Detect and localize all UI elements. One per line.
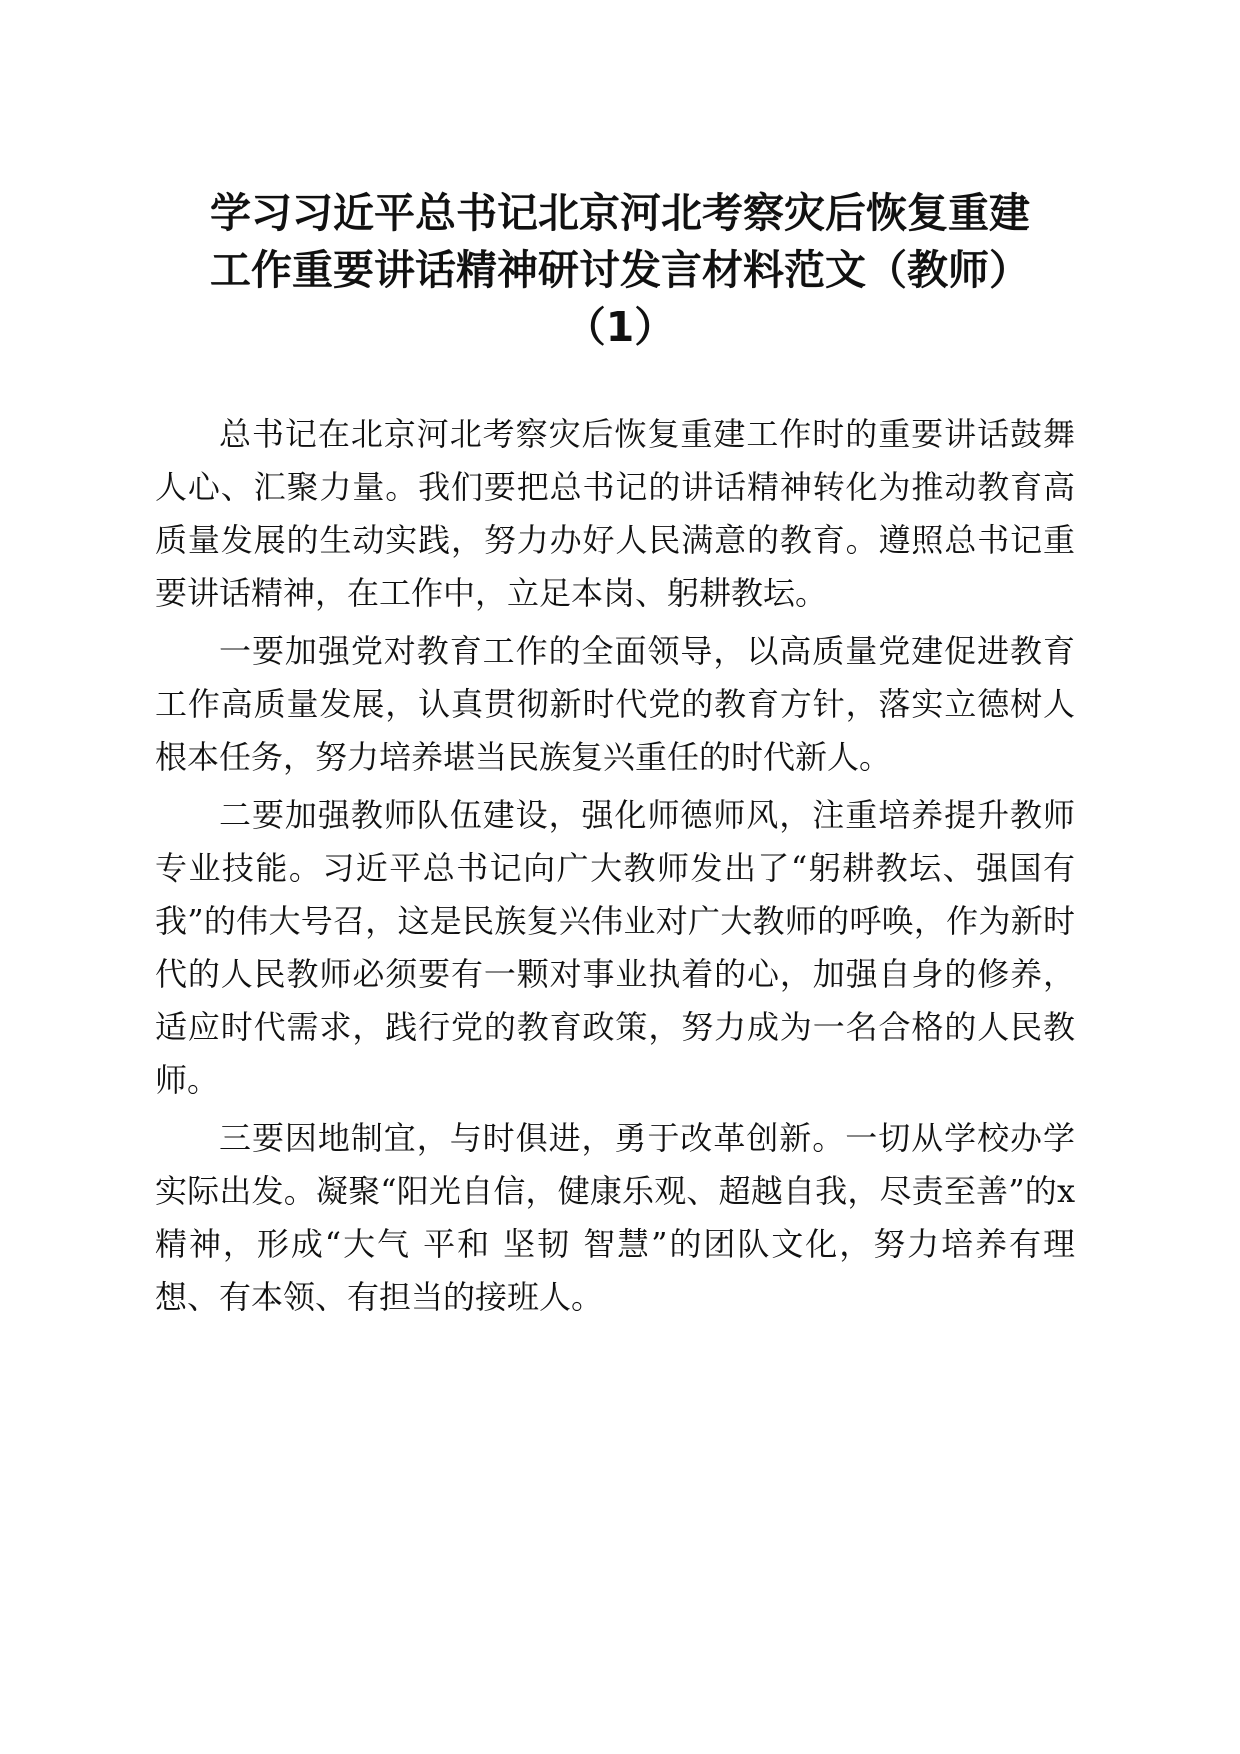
- paragraph-intro: 总书记在北京河北考察灾后恢复重建工作时的重要讲话鼓舞人心、汇聚力量。我们要把总书记的讲话精神转化为推动教育高质量发展的生动实践，努力办好人民满意的教育。遵照总书记重要讲话精神，在工作中，立足本岗、躬耕教坛。: [155, 415, 1075, 612]
- paragraph-point-1: 一要加强党对教育工作的全面领导，以高质量党建促进教育工作高质量发展，认真贯彻新时代党的教育方针，落实立德树人根本任务，努力培养堪当民族复兴重任的时代新人。: [155, 632, 1075, 776]
- title-line-3: （1）: [564, 303, 676, 351]
- paragraph-point-2: 二要加强教师队伍建设，强化师德师风，注重培养提升教师专业技能。习近平总书记向广大教师发出了“躬耕教坛、强国有我”的伟大号召，这是民族复兴伟业对广大教师的呼唤，作为新时代的人民教师必须要有一颗对事业执着的心，加强自身的修养，适应时代需求，践行党的教育政策，努力成为一名合格的人民教师。: [155, 796, 1075, 1099]
- document-title: [150, 185, 1090, 356]
- paragraph-point-3: 三要因地制宜，与时俱进，勇于改革创新。一切从学校办学实际出发。凝聚“阳光自信，健康乐观、超越自我，尽责至善”的x精神，形成“大气 平和 坚韧 智慧”的团队文化，努力培养有理想、有本领、有担当的接班人。: [155, 1119, 1075, 1316]
- title-line-1: 学习习近平总书记北京河北考察灾后恢复重建: [210, 189, 1030, 237]
- document-body: [155, 408, 1075, 1329]
- title-line-2: 工作重要讲话精神研讨发言材料范文（教师）: [210, 246, 1030, 294]
